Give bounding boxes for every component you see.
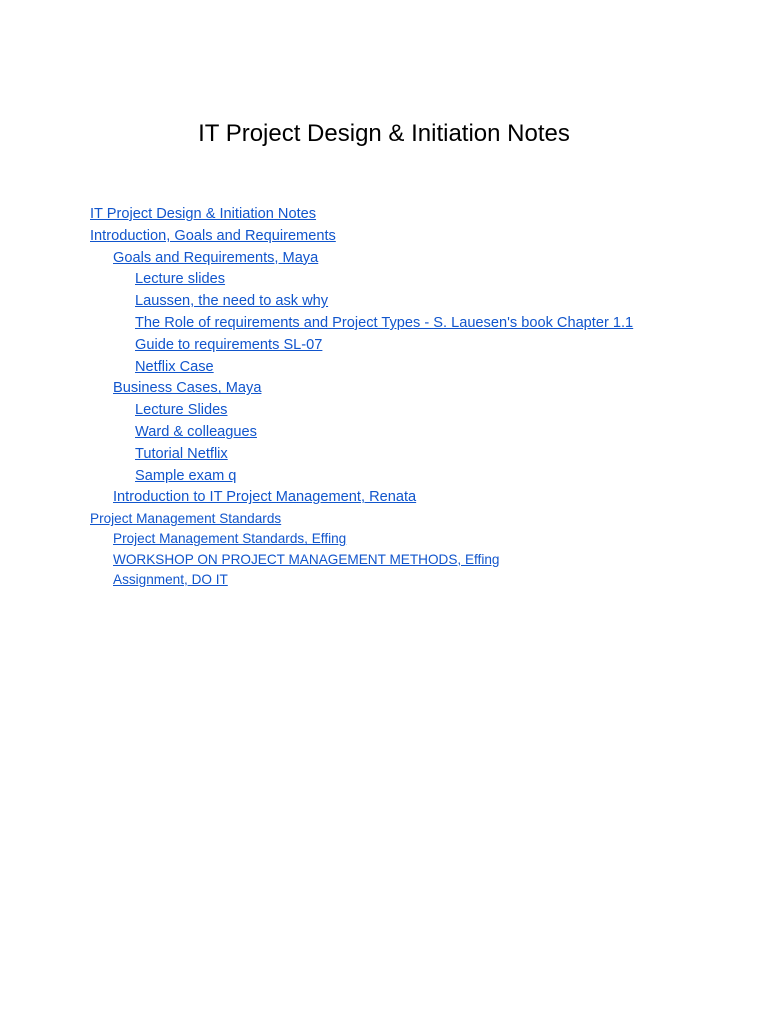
toc-item-lecture-slides-2 [90, 400, 730, 422]
toc-link[interactable]: Project Management Standards [90, 511, 282, 527]
toc-link[interactable]: Sample exam q [135, 467, 237, 484]
toc-link[interactable]: Introduction, Goals and Requirements [90, 227, 336, 244]
toc-item-role-of-requirements [90, 313, 730, 335]
toc-item-assignment-do-it [90, 570, 730, 590]
toc-item-introduction-goals-requirements [90, 226, 730, 248]
toc-link[interactable]: Assignment, DO IT [113, 572, 228, 588]
toc-link[interactable]: Introduction to IT Project Management, Renata [113, 489, 417, 506]
toc-link[interactable]: Project Management Standards, Effing [113, 531, 347, 547]
toc-link[interactable]: Goals and Requirements, Maya [113, 249, 319, 266]
toc-link[interactable]: Tutorial Netflix [135, 445, 228, 462]
document-title: IT Project Design & Initiation Notes [198, 120, 570, 147]
toc-item-pm-standards-effing [90, 529, 730, 549]
toc-item-document-title [90, 204, 730, 226]
toc-link[interactable]: Guide to requirements SL-07 [135, 336, 323, 353]
toc-item-netflix-case [90, 357, 730, 379]
toc-item-sample-exam [90, 466, 730, 488]
toc-link[interactable]: The Role of requirements and Project Types - S. Lauesen's book Chapter 1.1 [135, 314, 634, 331]
toc-link[interactable]: Lecture Slides [135, 402, 228, 419]
toc-link[interactable]: Netflix Case [135, 358, 214, 375]
toc-item-tutorial-netflix [90, 444, 730, 466]
toc-link[interactable]: Business Cases, Maya [113, 380, 262, 397]
toc-item-business-cases [90, 378, 730, 400]
toc-link[interactable]: Ward & colleagues [135, 423, 257, 440]
toc-item-goals-and-requirements [90, 248, 730, 270]
toc-item-intro-it-project-management [90, 487, 730, 509]
table-of-contents [90, 204, 730, 590]
toc-link[interactable]: IT Project Design & Initiation Notes [90, 206, 317, 222]
toc-link[interactable]: Lecture slides [135, 271, 226, 288]
toc-link[interactable]: WORKSHOP ON PROJECT MANAGEMENT METHODS, Effing [113, 551, 500, 567]
toc-link[interactable]: Laussen, the need to ask why [135, 293, 329, 310]
toc-item-laussen [90, 291, 730, 313]
toc-item-pm-standards [90, 509, 730, 529]
toc-item-lecture-slides [90, 269, 730, 291]
toc-item-ward-colleagues [90, 422, 730, 444]
toc-item-workshop-pm-methods [90, 550, 730, 570]
toc-item-guide-to-requirements [90, 335, 730, 357]
